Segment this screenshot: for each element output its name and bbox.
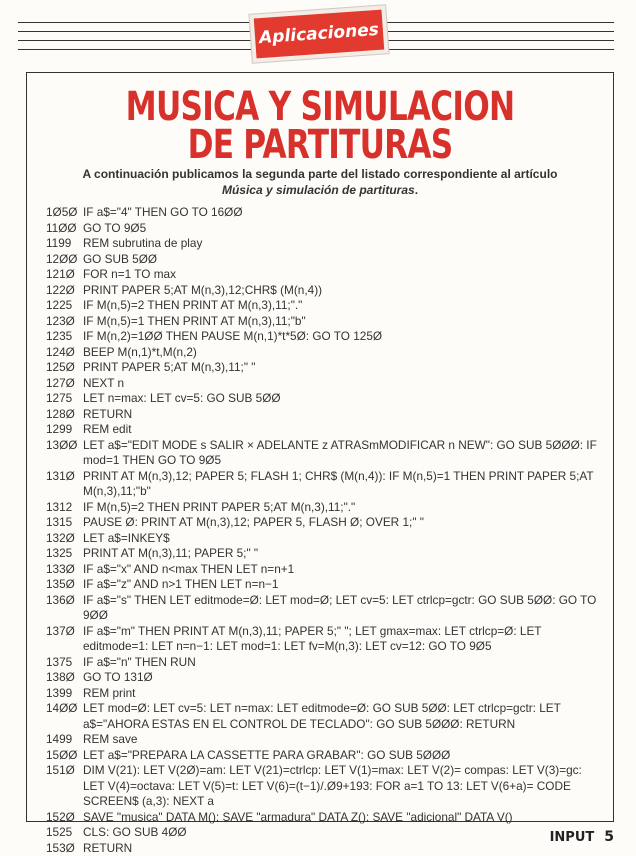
code-line xyxy=(46,577,606,593)
line-code: PRINT AT M(n,3),11; PAPER 5;" " xyxy=(83,546,259,560)
line-number: 1525 xyxy=(46,825,73,839)
code-line xyxy=(46,236,606,252)
line-code: IF a$="n" THEN RUN xyxy=(83,654,196,669)
line-code: GO SUB 5ØØ xyxy=(83,251,158,266)
line-code: IF M(n,5)=1 THEN PRINT AT M(n,3),11;"b" xyxy=(83,313,306,328)
line-code: IF a$="4" THEN GO TO 16ØØ xyxy=(83,205,243,219)
article-title-line1: MUSICA Y SIMULACION xyxy=(125,84,515,130)
code-line xyxy=(46,391,606,407)
line-number: 11ØØ xyxy=(46,220,77,235)
section-tab xyxy=(254,10,384,59)
line-number: 14ØØ xyxy=(46,701,78,715)
line-code: PRINT PAPER 5;AT M(n,3),11;" " xyxy=(83,360,256,374)
intro-text: A continuación publicamos la segunda parte del listado correspondiente al artículo xyxy=(82,167,558,181)
article-intro xyxy=(70,166,570,198)
code-line xyxy=(46,267,606,283)
line-code: REM edit xyxy=(83,422,132,436)
line-code: SAVE "musica" DATA M(): SAVE "armadura" DATA Z(): SAVE "adicional" DATA V() xyxy=(83,809,513,824)
line-number: 13ØØ xyxy=(46,437,78,452)
code-line xyxy=(46,732,606,748)
line-code: LET a$=INKEY$ xyxy=(83,530,170,545)
line-code: REM subrutina de play xyxy=(83,236,203,250)
line-number: 1399 xyxy=(46,685,73,700)
code-line xyxy=(46,314,606,330)
code-line xyxy=(46,298,606,314)
intro-article-name: Música y simulación de partituras xyxy=(221,183,415,197)
code-line xyxy=(46,407,606,423)
intro-end: . xyxy=(414,183,419,197)
line-code: IF M(n,5)=2 THEN PRINT AT M(n,3),11;"." xyxy=(83,298,303,312)
line-number: 132Ø xyxy=(46,530,75,545)
code-line xyxy=(46,469,606,500)
line-number: 1225 xyxy=(46,298,73,312)
code-line xyxy=(46,748,606,764)
line-number: 124Ø xyxy=(46,344,75,359)
line-number: 123Ø xyxy=(46,313,75,328)
line-code: IF a$="z" AND n>1 THEN LET n=n−1 xyxy=(83,577,279,591)
magazine-name: INPUT xyxy=(549,830,595,845)
code-line xyxy=(46,252,606,268)
line-number: 1275 xyxy=(46,391,73,405)
line-code: DIM V(21): LET V(2Ø)=am: LET V(21)=ctrlcp: LET V(1)=max: LET V(2)= compas: LET V(3)=gc: LET V(4)=octava: LET V(5)=t: LET V(6)=(t−1)/.Ø9+193: FOR a=1 TO 13: LET V(6+a)= CODE SCREEN$ (a,3): NEXT a xyxy=(83,763,582,808)
code-line xyxy=(46,825,606,841)
line-code: REM print xyxy=(83,685,136,700)
line-number: 125Ø xyxy=(46,360,75,374)
code-line xyxy=(46,515,606,531)
section-label: Aplicaciones xyxy=(258,19,380,49)
code-line xyxy=(46,841,606,856)
line-code: BEEP M(n,1)*t,M(n,2) xyxy=(83,344,197,359)
line-number: 1235 xyxy=(46,329,73,343)
code-line xyxy=(46,562,606,578)
line-code: IF a$="s" THEN LET editmode=Ø: LET mod=Ø; LET cv=5: LET ctrlcp=gctr: GO SUB 5ØØ: GO TO 9ØØ xyxy=(83,592,597,622)
header-rule-right xyxy=(384,22,614,50)
line-code: RETURN xyxy=(83,840,133,855)
line-number: 12ØØ xyxy=(46,251,78,266)
code-line xyxy=(46,500,606,516)
code-line xyxy=(46,686,606,702)
line-code: IF a$="m" THEN PRINT AT M(n,3),11; PAPER 5;" "; LET gmax=max: LET ctrlcp=Ø: LET editmode=1: LET n=n−1: LET mod=1: LET fv=M(n,3): LET cv=12: GO TO 9Ø5 xyxy=(83,623,542,653)
line-code: PRINT PAPER 5;AT M(n,3),12;CHR$ (M(n,4)) xyxy=(83,282,323,297)
basic-listing xyxy=(46,205,606,856)
line-code: IF M(n,2)=1ØØ THEN PAUSE M(n,1)*t*5Ø: GO TO 125Ø xyxy=(83,329,383,343)
code-line xyxy=(46,670,606,686)
line-number: 1Ø5Ø xyxy=(46,205,78,219)
code-line xyxy=(46,810,606,826)
code-line xyxy=(46,763,606,810)
line-code: LET mod=Ø: LET cv=5: LET n=max: LET editmode=Ø: GO SUB 5ØØ: LET ctrlcp=gctr: LET a$="AHORA ESTAS EN EL CONTROL DE TECLADO": GO SUB 5ØØØ: RETURN xyxy=(83,701,561,731)
line-number: 15ØØ xyxy=(46,747,78,762)
header-rule-left xyxy=(18,22,258,50)
code-line xyxy=(46,205,606,221)
code-line xyxy=(46,531,606,547)
line-number: 1315 xyxy=(46,515,73,529)
line-code: PAUSE Ø: PRINT AT M(n,3),12; PAPER 5, FLASH Ø; OVER 1;" " xyxy=(83,515,424,529)
line-code: REM save xyxy=(83,732,138,746)
line-number: 153Ø xyxy=(46,840,75,855)
line-number: 1375 xyxy=(46,654,73,669)
line-code: PRINT AT M(n,3),12; PAPER 5; FLASH 1; CHR$ (M(n,4)): IF M(n,5)=1 THEN PRINT PAPER 5;AT M(n,3),11;"b" xyxy=(83,468,594,498)
line-code: FOR n=1 TO max xyxy=(83,267,176,281)
line-code: LET n=max: LET cv=5: GO SUB 5ØØ xyxy=(83,391,281,405)
line-number: 121Ø xyxy=(46,267,75,281)
code-line xyxy=(46,438,606,469)
code-line xyxy=(46,422,606,438)
line-number: 122Ø xyxy=(46,282,75,297)
line-number: 135Ø xyxy=(46,577,75,591)
line-code: GO TO 9Ø5 xyxy=(83,220,147,235)
code-line xyxy=(46,624,606,655)
line-code: NEXT n xyxy=(83,375,125,390)
line-code: GO TO 131Ø xyxy=(83,670,153,684)
line-code: RETURN xyxy=(83,406,133,421)
code-line xyxy=(46,329,606,345)
code-line xyxy=(46,283,606,299)
page-footer xyxy=(550,829,614,845)
line-number: 131Ø xyxy=(46,468,75,483)
code-line xyxy=(46,345,606,361)
line-number: 1299 xyxy=(46,422,73,436)
code-line xyxy=(46,376,606,392)
line-code: CLS: GO SUB 4ØØ xyxy=(83,825,187,839)
line-number: 136Ø xyxy=(46,592,75,607)
line-number: 138Ø xyxy=(46,670,75,684)
line-number: 152Ø xyxy=(46,809,75,824)
line-code: LET a$="PREPARA LA CASSETTE PARA GRABAR": GO SUB 5ØØØ xyxy=(83,747,451,762)
code-line xyxy=(46,593,606,624)
code-line xyxy=(46,546,606,562)
code-line xyxy=(46,655,606,671)
line-code: IF a$="x" AND n<max THEN LET n=n+1 xyxy=(83,561,295,576)
code-line xyxy=(46,701,606,732)
line-number: 133Ø xyxy=(46,561,75,576)
line-number: 1312 xyxy=(46,499,73,514)
line-number: 1199 xyxy=(46,236,72,250)
line-number: 1499 xyxy=(46,732,73,746)
code-line xyxy=(46,360,606,376)
article-title-line2: DE PARTITURAS xyxy=(187,122,453,168)
line-code: IF M(n,5)=2 THEN PRINT PAPER 5;AT M(n,3),11;"." xyxy=(83,499,356,514)
line-number: 127Ø xyxy=(46,375,75,390)
code-line xyxy=(46,221,606,237)
line-number: 137Ø xyxy=(46,623,75,638)
line-number: 1325 xyxy=(46,546,73,560)
line-number: 151Ø xyxy=(46,763,75,777)
page-number: 5 xyxy=(604,829,614,845)
line-number: 128Ø xyxy=(46,406,75,421)
line-code: LET a$="EDIT MODE s SALIR × ADELANTE z ATRASmMODIFICAR n NEW": GO SUB 5ØØØ: IF mod=1 THEN GO TO 9Ø5 xyxy=(83,437,597,467)
